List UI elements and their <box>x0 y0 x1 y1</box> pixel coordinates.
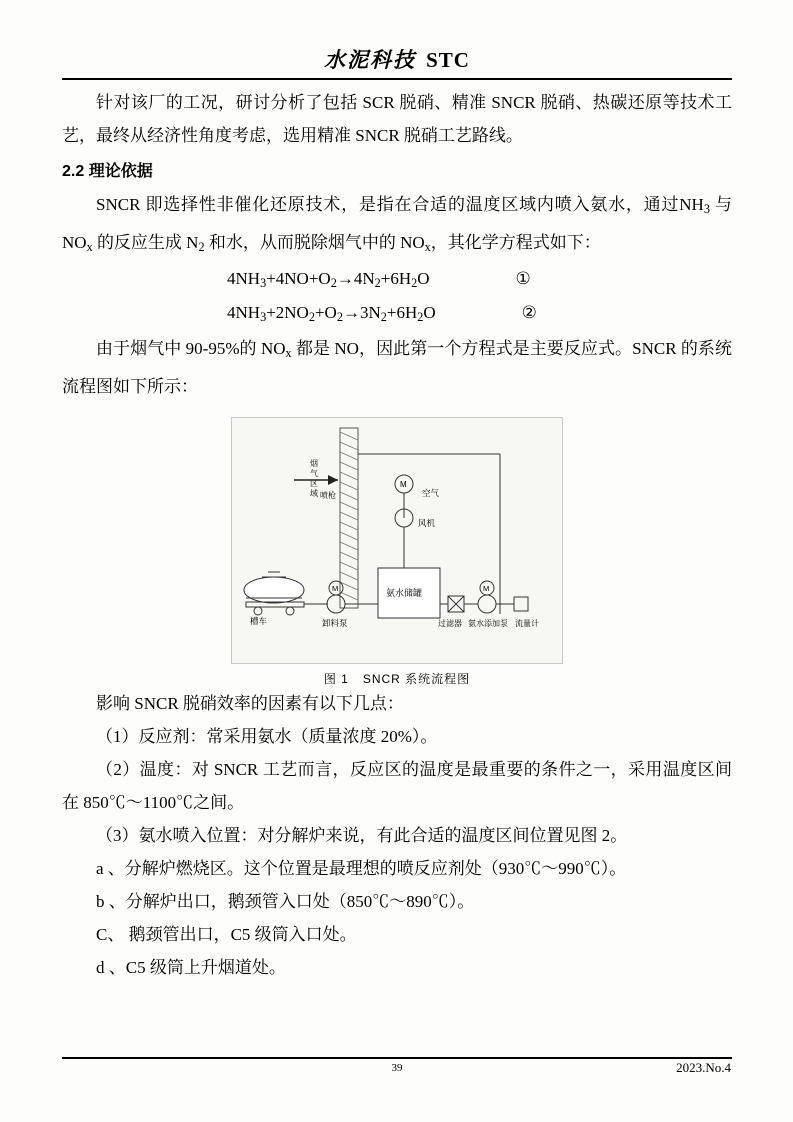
paragraph-item-b: b 、分解炉出口，鹅颈管入口处（850℃～890℃）。 <box>96 892 475 912</box>
sncr-def-tail: ，其化学方程式如下： <box>430 233 601 253</box>
label-fan: 风机 <box>418 518 436 529</box>
equation-2 <box>62 298 732 332</box>
journal-title-abbr: STC <box>426 48 470 72</box>
label-flue-gas-zone: 烟 <box>310 459 318 469</box>
figure-1-caption-label: 图 1 <box>323 672 349 687</box>
label-tank-truck: 槽车 <box>250 616 268 627</box>
footer-page-number: 39 <box>391 1062 403 1074</box>
page-header <box>62 44 732 74</box>
nh3-text: NH <box>679 195 704 214</box>
label-flow-meter: 流量计 <box>515 619 539 629</box>
nox-pre: 与 NO <box>62 195 732 253</box>
paragraph-item-1: （1）反应剂：常采用氨水（质量浓度 20%）。 <box>96 727 438 747</box>
footer-divider <box>62 1057 732 1059</box>
paragraph-factors: 影响 SNCR 脱硝效率的因素有以下几点： <box>96 694 404 714</box>
n2-sub: 2 <box>198 240 205 255</box>
svg-text:M: M <box>332 584 339 594</box>
header-divider <box>62 78 732 80</box>
svg-text:M: M <box>483 584 490 594</box>
paragraph-reason: 由于烟气中 90-95%的 $NO_x$ 都是 NO，因此第一个方程式是主要反应式。SNCR 的系统流程图如下所示： <box>62 339 732 397</box>
journal-title <box>62 44 732 74</box>
figure-1-caption-text: SNCR 系统流程图 <box>362 672 471 687</box>
paragraph-item-3: （3）氨水喷入位置：对分解炉来说，有此合适的温度区间位置见图 2。 <box>96 826 628 846</box>
journal-title-cn: 水泥科技 <box>324 47 417 72</box>
nox-pre-2: 和水，从而脱除烟气中的 NO <box>204 233 425 253</box>
paragraph-item-d: d 、C5 级筒上升烟道处。 <box>96 958 286 978</box>
figure-1 <box>62 417 732 687</box>
footer-issue: 2023.No.4 <box>676 1060 731 1075</box>
svg-text:域: 域 <box>310 489 318 499</box>
page-content <box>62 86 732 984</box>
paragraph-item-c: C、 鹅颈管出口，C5 级筒入口处。 <box>96 925 357 945</box>
svg-text:气: 气 <box>310 469 318 479</box>
equation-2-text: $4NH_3+2NO_2+O_2\to 3N_2+6H_2O$ <box>227 303 436 325</box>
sncr-def-line1: SNCR 即选择性非催化还原技术，是指在合适的温度区域内喷入氨水，通过 <box>96 195 680 214</box>
label-ammonia-tank: 氨水储罐 <box>386 588 423 599</box>
label-dosing-pump: 氨水添加泵 <box>468 619 508 629</box>
nox-sub-1: x <box>86 240 93 255</box>
paragraph-item-2: （2）温度：对 SNCR 工艺而言，反应区的温度是最重要的条件之一，采用温度区间在 850℃～1100℃之间。 <box>62 760 732 813</box>
label-filter: 过滤器 <box>438 619 462 629</box>
sncr-flow-diagram <box>232 418 562 658</box>
svg-text:M: M <box>400 480 407 490</box>
label-spray-gun: 喷枪 <box>320 491 336 501</box>
nox-sub-2: x <box>424 240 431 255</box>
figure-1-caption <box>62 670 732 687</box>
paragraph-sncr-definition <box>62 188 732 264</box>
paragraph-item-a: a 、分解炉燃烧区。这个位置是最理想的喷反应剂处（930℃～990℃）。 <box>96 859 627 879</box>
figure-1-image <box>231 417 563 664</box>
nh3-sub: 3 <box>703 202 710 217</box>
label-air: 空气 <box>422 488 440 499</box>
equation-1 <box>62 264 732 298</box>
equation-1-text: $4NH_3+4NO+O_2\to 4N_2+6H_2O$ <box>227 269 430 291</box>
label-unload-pump: 卸料泵 <box>322 618 348 629</box>
paragraph-intro: 针对该厂的工况，研讨分析了包括 SCR 脱硝、精准 SNCR 脱硝、热碳还原等技术工艺，最终从经济性角度考虑，选用精准 SNCR 脱硝工艺路线。 <box>62 93 732 145</box>
equation-2-number: ② <box>521 303 537 323</box>
svg-text:区: 区 <box>310 479 318 489</box>
equation-1-number: ① <box>515 269 531 289</box>
n2-pre: 的反应生成 N <box>92 233 199 253</box>
section-heading-2-2: 2.2 理论依据 <box>62 163 153 180</box>
